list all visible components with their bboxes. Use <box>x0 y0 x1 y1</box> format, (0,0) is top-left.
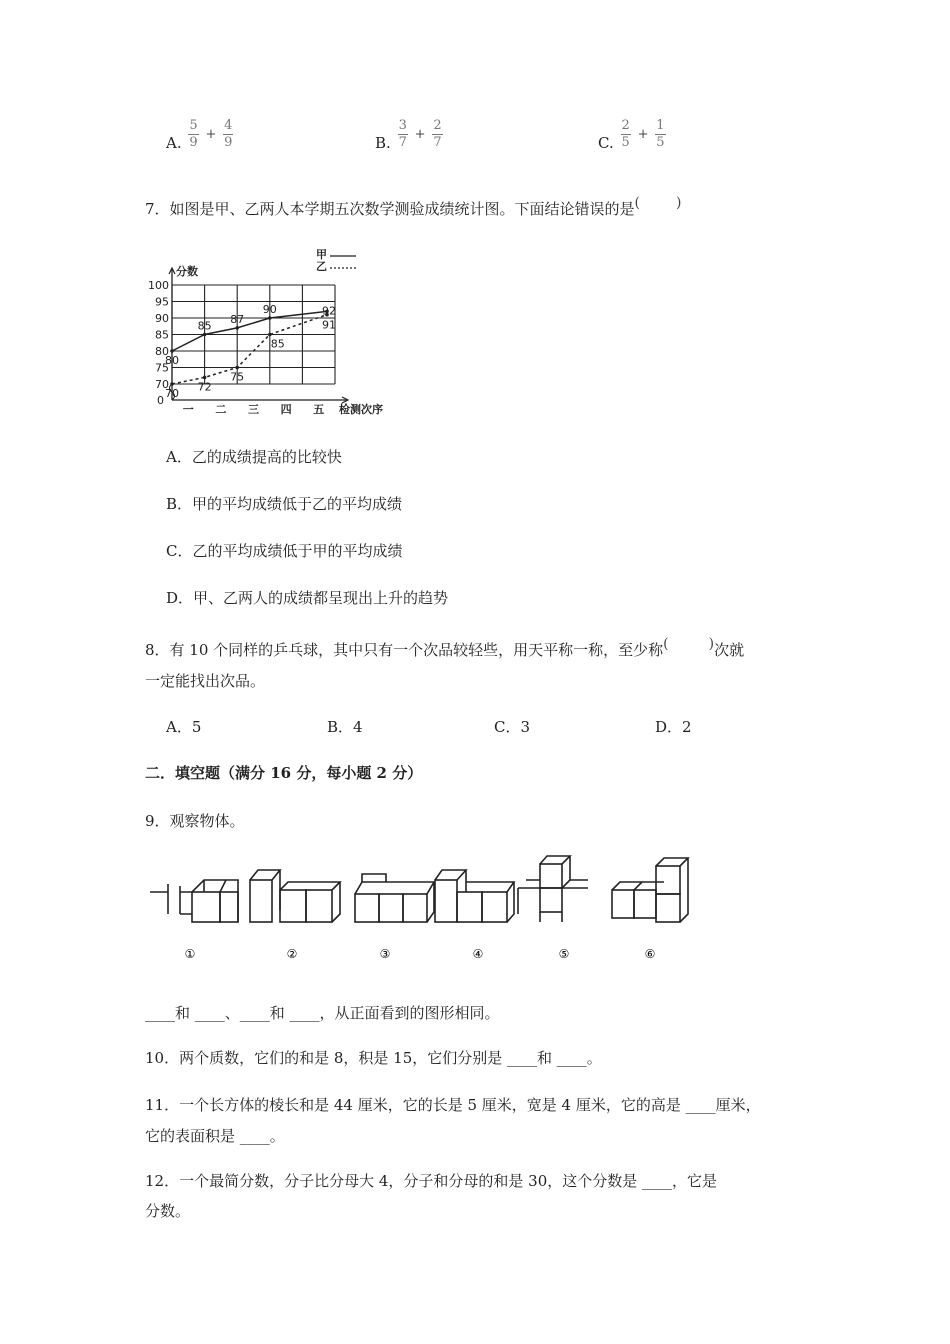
figure-label-2: ② <box>286 947 298 961</box>
plus-sign: + <box>414 127 426 142</box>
cube-figure-1 <box>150 880 238 922</box>
option-b[interactable] <box>375 118 443 151</box>
question-7-stem: 7．如图是甲、乙两人本学期五次数学测验成绩统计图。下面结论错误的是( ) <box>145 195 682 218</box>
q8-option-d[interactable]: D．2 <box>655 718 692 736</box>
plus-sign: + <box>205 127 217 142</box>
question-10[interactable]: 10．两个质数，它们的和是 8，积是 15，它们分别是 ____和 ____。 <box>145 1049 602 1067</box>
fraction: $\frac{3}{7}$ <box>398 118 407 150</box>
figure-label-5: ⑤ <box>558 947 570 961</box>
data-label: 75 <box>230 370 245 384</box>
q8-option-a[interactable]: A．5 <box>166 718 202 736</box>
section-heading: 二．填空题（满分 16 分，每小题 2 分） <box>145 764 423 782</box>
fraction: $\frac{1}{5}$ <box>656 118 665 150</box>
legend-label: 乙 <box>316 260 327 273</box>
cube-figure-6 <box>612 858 688 922</box>
question-11-line2[interactable]: 它的表面积是 ____。 <box>145 1127 285 1145</box>
cube-figure-5 <box>518 856 588 922</box>
x-tick-label: 五 <box>313 403 325 416</box>
x-tick-label: 一 <box>182 403 194 416</box>
data-point <box>170 349 174 353</box>
cube-figure-3 <box>355 874 434 922</box>
x-tick-label: 二 <box>215 403 227 416</box>
y-tick-label: 90 <box>155 312 169 325</box>
y-tick-label: 75 <box>155 361 169 375</box>
data-label: 80 <box>165 354 179 367</box>
answer-paren-close: ) <box>708 636 715 652</box>
data-point <box>268 316 272 320</box>
chart-axes <box>169 268 348 403</box>
figure-label-3: ③ <box>379 947 391 961</box>
question-12-line1[interactable]: 12．一个最简分数，分子比分母大 4，分子和分母的和是 30，这个分数是 ____，它是 <box>145 1172 718 1190</box>
data-label: 87 <box>230 312 245 326</box>
data-label: 90 <box>262 303 277 316</box>
question-9-stem: 9．观察物体。 <box>145 812 245 830</box>
question-8-stem-line2: 一定能找出次品。 <box>145 672 266 690</box>
data-label: 72 <box>197 380 212 394</box>
series-line-0 <box>172 311 327 351</box>
chart-series <box>170 310 329 386</box>
fraction: $\frac{2}{5}$ <box>621 118 630 150</box>
series-line-1 <box>172 312 327 384</box>
figure-label-4: ④ <box>472 947 484 961</box>
data-point <box>235 366 239 370</box>
fraction: $\frac{4}{9}$ <box>224 118 233 150</box>
q8-option-c[interactable]: C．3 <box>494 718 531 736</box>
data-point <box>235 326 239 330</box>
figure-label-1: ① <box>184 947 196 961</box>
y-tick-label: 85 <box>155 328 169 342</box>
data-label: 91 <box>322 318 336 332</box>
option-a[interactable] <box>166 118 233 151</box>
legend-label: 甲 <box>316 248 327 261</box>
data-point <box>203 376 207 380</box>
y-tick-label: 95 <box>155 295 169 309</box>
chart-labels <box>148 264 383 416</box>
y-tick-label: 80 <box>155 345 169 358</box>
option-label: A. <box>166 133 182 152</box>
q7-option-c[interactable]: C．乙的平均成绩低于甲的平均成绩 <box>166 542 403 560</box>
cube-figure-2 <box>250 870 340 922</box>
cube-figure-4 <box>435 870 514 922</box>
data-point <box>170 382 174 386</box>
answer-paren-close: ) <box>676 195 682 211</box>
x-tick-label: 四 <box>280 403 292 416</box>
y-axis-title: 分数 <box>176 265 198 278</box>
fraction: $\frac{5}{9}$ <box>189 118 198 150</box>
option-label: C. <box>598 133 614 152</box>
fraction: $\frac{2}{7}$ <box>433 118 442 150</box>
data-point <box>203 333 207 337</box>
answer-paren-open: ( <box>663 636 669 652</box>
q7-option-d[interactable]: D．甲、乙两人的成绩都呈现出上升的趋势 <box>166 589 449 607</box>
question-9-answer[interactable]: ____和 ____、____和 ____，从正面看到的图形相同。 <box>145 1004 500 1022</box>
question-12-line2: 分数。 <box>145 1202 191 1220</box>
question-8-stem: 8．有 10 个同样的乒乓球，其中只有一个次品较轻些，用天平称一称，至少称( )次就 <box>145 636 745 659</box>
answer-paren-open: ( <box>634 195 641 211</box>
y-tick-label: 70 <box>155 378 169 391</box>
chart-grid <box>172 285 335 384</box>
x-tick-label: 三 <box>248 403 259 416</box>
option-label: B. <box>375 133 391 152</box>
data-point <box>268 333 272 337</box>
data-label: 85 <box>270 337 285 351</box>
q7-option-a[interactable]: A．乙的成绩提高的比较快 <box>166 448 342 466</box>
x-axis-title: 检测次序 <box>339 403 383 416</box>
data-label: 85 <box>197 319 212 333</box>
data-label: 70 <box>165 387 179 400</box>
y-tick-label: 0 <box>157 394 164 407</box>
score-line-chart <box>140 244 400 416</box>
q8-option-b[interactable]: B．4 <box>327 718 363 736</box>
q7-option-b[interactable]: B．甲的平均成绩低于乙的平均成绩 <box>166 495 403 513</box>
cube-figures <box>140 852 710 972</box>
y-tick-label: 100 <box>148 279 169 292</box>
figure-label-6: ⑥ <box>644 947 656 961</box>
question-11-line1[interactable]: 11．一个长方体的棱长和是 44 厘米，它的长是 5 厘米，宽是 4 厘米，它的高是 ____厘米， <box>145 1096 761 1114</box>
plus-sign: + <box>637 127 649 142</box>
chart-legend <box>316 248 356 273</box>
data-label: 92 <box>322 304 336 318</box>
option-c[interactable] <box>598 118 666 151</box>
